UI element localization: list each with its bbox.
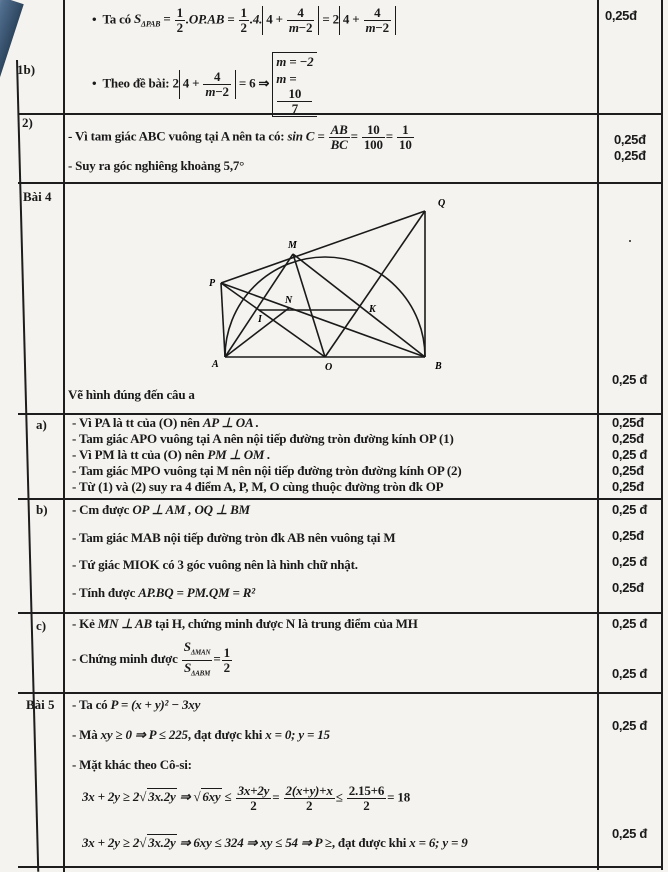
svg-text:O: O — [325, 362, 333, 373]
row-label-bai4: Bài 4 — [23, 189, 52, 204]
svg-text:Q: Q — [438, 198, 446, 209]
r1b-line-2: • Theo đề bài: 2 4 + $\frac{4}{m-2}$ = 6 ⇒ m = −2 m = 10 7 — [92, 52, 317, 117]
bai4-caption: Vẽ hình đúng đến câu a — [68, 387, 195, 402]
score-1b: 0,25đ — [605, 8, 637, 23]
score-a-2: 0,25đ — [612, 431, 644, 446]
column-divider-2 — [597, 0, 599, 870]
stray-dot — [629, 240, 631, 242]
row-divider — [18, 498, 663, 500]
bai5-line-4: 3x + 2y ≥ 2√ 3x.2y ⇒ √ 6xy ≤ $\frac{3x+2y}{2}$ = $\frac{2(x+y)+x}{2}$ ≤ $\frac{2.15+6}{2}$ = 18 — [82, 783, 411, 813]
svg-text:A: A — [212, 359, 219, 370]
c-line-1: - Kẻ MN ⊥ AB tại H, chứng minh được N là trung điểm của MH — [72, 616, 418, 631]
b-line-2: - Tam giác MAB nội tiếp đường tròn đk AB nên vuông tại M — [72, 530, 396, 545]
score-bai5-1: 0,25 đ — [612, 718, 648, 733]
svg-text:M: M — [288, 240, 297, 251]
score-b-2: 0,25đ — [612, 528, 644, 543]
svg-text:N: N — [285, 295, 293, 306]
column-divider-1 — [63, 0, 65, 872]
svg-text:P: P — [209, 278, 216, 289]
row-label-c: c) — [36, 618, 47, 633]
a-line-2: - Tam giác APO vuông tại A nên nội tiếp đường tròn đường kính OP (1) — [72, 431, 454, 446]
row-label-b: b) — [36, 502, 48, 517]
bai5-line-5: 3x + 2y ≥ 2√ 3x.2y ⇒ 6xy ≤ 324 ⇒ xy ≤ 54 ⇒ P ≥, đạt được khi x = 6; y = 9 — [82, 835, 468, 850]
bai5-line-2: - Mà xy ≥ 0 ⇒ P ≤ 225, đạt được khi x = 0; y = 15 — [72, 727, 330, 742]
a-line-1: - Vì PA là tt của (O) nên AP ⊥ OA . — [72, 415, 259, 430]
score-bai4: 0,25 đ — [612, 372, 648, 387]
score-c-2: 0,25 đ — [612, 666, 648, 681]
svg-text:B: B — [435, 361, 442, 372]
row-divider — [18, 692, 663, 694]
a-line-3: - Vì PM là tt của (O) nên PM ⊥ OM . — [72, 447, 271, 462]
row-label-a: a) — [36, 417, 47, 432]
bai5-line-1: - Ta có P = (x + y)² − 3xy — [72, 697, 201, 712]
geometry-figure — [0, 185, 668, 415]
svg-text:I: I — [258, 314, 262, 325]
r2-line-2: - Suy ra góc nghiêng khoảng 5,7° — [68, 158, 245, 173]
r1b-line-1: • Ta có $S_{\Delta PAB}$ = $\frac{1}{2}$ .OP.AB = $\frac{1}{2}$ .4. 4 + $\frac{4}{m-2}$ = 2 4 + $\frac{4}{m-2}$ — [92, 6, 396, 35]
score-b-1: 0,25 đ — [612, 502, 648, 517]
c-line-2: - Chứng minh được $\frac{S_{\Delta MAN}}{S_{\Delta ABM}}$ = $\frac{1}{2}$ — [72, 639, 230, 678]
table-border-right — [661, 0, 663, 870]
score-b-4: 0,25đ — [612, 580, 644, 595]
score-b-3: 0,25 đ — [612, 554, 648, 569]
score-a-1: 0,25đ — [612, 415, 644, 430]
row-label-2: 2) — [22, 115, 33, 130]
a-line-4: - Tam giác MPO vuông tại M nên nội tiếp đường tròn đường kính OP (2) — [72, 463, 462, 478]
row-divider — [18, 182, 663, 184]
row-divider — [18, 612, 663, 614]
svg-text:K: K — [369, 304, 376, 315]
score-a-5: 0,25đ — [612, 479, 644, 494]
score-2-1: 0,25đ — [614, 132, 646, 147]
r2-line-1: - Vì tam giác ABC vuông tại A nên ta có: sin C = $\frac{AB}{BC}$ = $\frac{10}{100}$ = $\frac{1}{10}$ — [68, 122, 412, 152]
bai5-line-3: - Mặt khác theo Cô-si: — [72, 757, 192, 772]
row-label-bai5: Bài 5 — [26, 697, 55, 712]
score-c-1: 0,25 đ — [612, 616, 648, 631]
b-line-1: - Cm được OP ⊥ AM , OQ ⊥ BM — [72, 502, 250, 517]
b-line-3: - Tứ giác MIOK có 3 góc vuông nên là hình chữ nhật. — [72, 557, 358, 572]
score-2-2: 0,25đ — [614, 148, 646, 163]
b-line-4: - Tính được AP.BQ = PM.QM = R² — [72, 585, 255, 600]
table-border-bottom — [18, 866, 663, 868]
a-line-5: - Từ (1) và (2) suy ra 4 điểm A, P, M, O cùng thuộc đường tròn đk OP — [72, 479, 444, 494]
score-bai5-2: 0,25 đ — [612, 826, 648, 841]
score-a-4: 0,25đ — [612, 463, 644, 478]
score-a-3: 0,25 đ — [612, 447, 648, 462]
row-label-1b: 1b) — [17, 62, 36, 77]
